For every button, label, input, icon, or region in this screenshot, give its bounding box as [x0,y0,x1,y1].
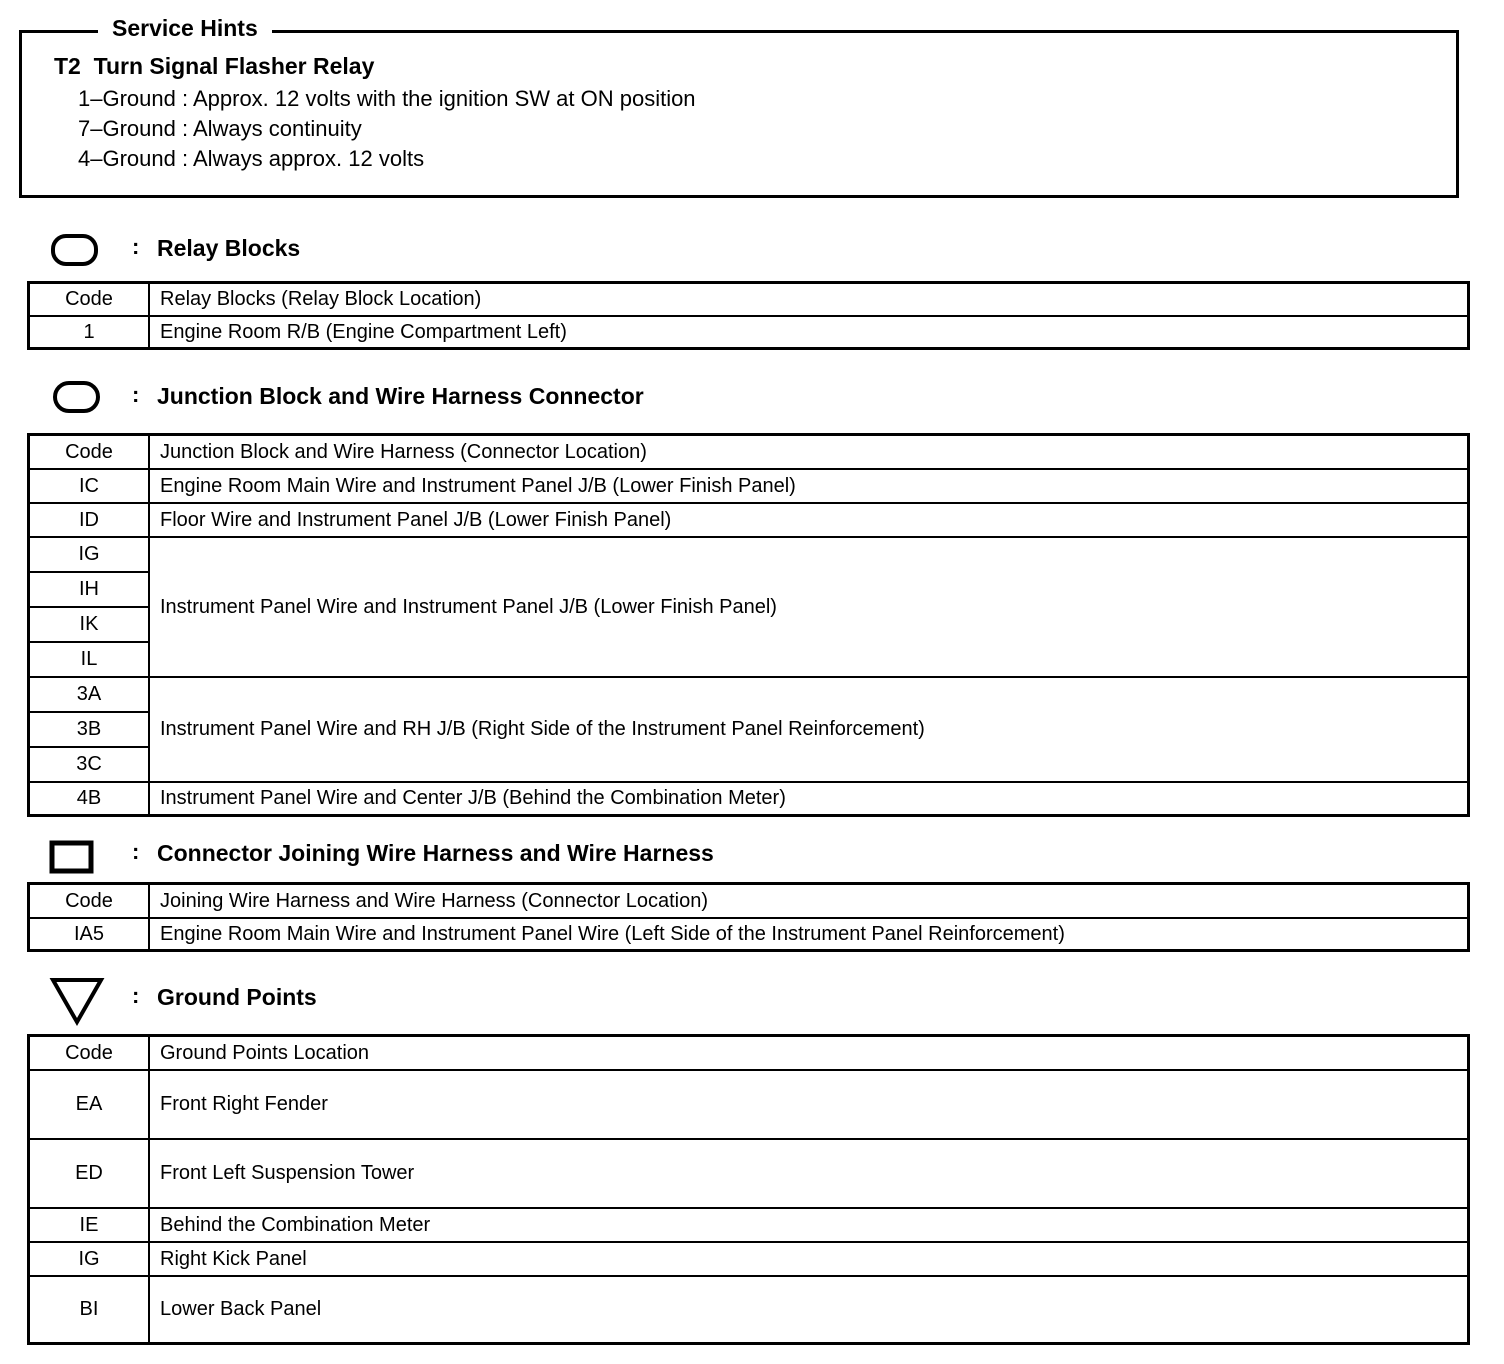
hint-line: 4–Ground : Always approx. 12 volts [78,146,425,171]
section-title-ground-points: Ground Points [157,984,317,1010]
location-cell: Front Left Suspension Tower [149,1139,1469,1208]
code-cell: IL [29,642,150,677]
location-cell: Behind the Combination Meter [149,1208,1469,1242]
location-cell: Front Right Fender [149,1070,1469,1139]
table-row [29,1070,1469,1139]
relay-name: T2 Turn Signal Flasher Relay [54,53,375,79]
hint-line: 1–Ground : Approx. 12 volts with the ignition SW at ON position [78,86,696,111]
code-header: Code [29,884,150,918]
hint-line: 7–Ground : Always continuity [78,116,362,141]
table-row [29,677,1469,712]
code-cell: ID [29,503,150,537]
oval-icon [52,379,102,415]
location-header: Joining Wire Harness and Wire Harness (Connector Location) [149,884,1469,918]
code-cell: IG [29,1242,150,1276]
code-cell: 1 [29,316,150,349]
location-cell: Lower Back Panel [149,1276,1469,1344]
separator-colon: : [132,839,140,864]
location-cell: Right Kick Panel [149,1242,1469,1276]
junction-blocks-table [27,433,1470,817]
location-header: Relay Blocks (Relay Block Location) [149,283,1469,316]
location-header: Junction Block and Wire Harness (Connector Location) [149,435,1469,469]
table-row [29,503,1469,537]
code-cell: 3C [29,747,150,782]
location-cell: Floor Wire and Instrument Panel J/B (Lower Finish Panel) [149,503,1469,537]
section-title-junction-blocks: Junction Block and Wire Harness Connector [157,383,644,409]
table-row [29,1139,1469,1208]
table-row [29,782,1469,816]
table-row [29,537,1469,572]
rounded-rect-icon [50,232,100,268]
code-cell: IK [29,607,150,642]
table-row [29,1208,1469,1242]
code-cell: 4B [29,782,150,816]
location-cell: Engine Room Main Wire and Instrument Panel J/B (Lower Finish Panel) [149,469,1469,503]
table-row [29,918,1469,951]
table-row [29,469,1469,503]
location-cell: Engine Room Main Wire and Instrument Panel Wire (Left Side of the Instrument Panel Reinforcement) [149,918,1469,951]
square-icon [48,838,98,876]
location-header: Ground Points Location [149,1036,1469,1070]
service-hints-title: Service Hints [98,14,272,42]
separator-colon: : [132,234,140,259]
section-title-relay-blocks: Relay Blocks [157,235,301,261]
triangle-down-icon [48,976,106,1028]
table-row [29,1242,1469,1276]
relay-blocks-table [27,281,1470,350]
location-cell: Instrument Panel Wire and Instrument Panel J/B (Lower Finish Panel) [149,537,1469,677]
ground-points-table [27,1034,1470,1345]
code-cell: 3B [29,712,150,747]
table-header-row [29,1036,1469,1070]
table-row [29,316,1469,349]
code-cell: IG [29,537,150,572]
code-header: Code [29,435,150,469]
code-cell: IA5 [29,918,150,951]
code-cell: ED [29,1139,150,1208]
code-cell: IH [29,572,150,607]
table-header-row [29,884,1469,918]
location-cell: Engine Room R/B (Engine Compartment Left) [149,316,1469,349]
separator-colon: : [132,382,140,407]
location-cell: Instrument Panel Wire and RH J/B (Right Side of the Instrument Panel Reinforcement) [149,677,1469,782]
table-row [29,1276,1469,1344]
code-cell: BI [29,1276,150,1344]
connectors-table [27,882,1470,952]
code-cell: 3A [29,677,150,712]
code-cell: IC [29,469,150,503]
location-cell: Instrument Panel Wire and Center J/B (Behind the Combination Meter) [149,782,1469,816]
table-header-row [29,283,1469,316]
separator-colon: : [132,983,140,1008]
code-header: Code [29,1036,150,1070]
table-header-row [29,435,1469,469]
code-cell: EA [29,1070,150,1139]
code-cell: IE [29,1208,150,1242]
code-header: Code [29,283,150,316]
section-title-connectors: Connector Joining Wire Harness and Wire Harness [157,840,714,866]
